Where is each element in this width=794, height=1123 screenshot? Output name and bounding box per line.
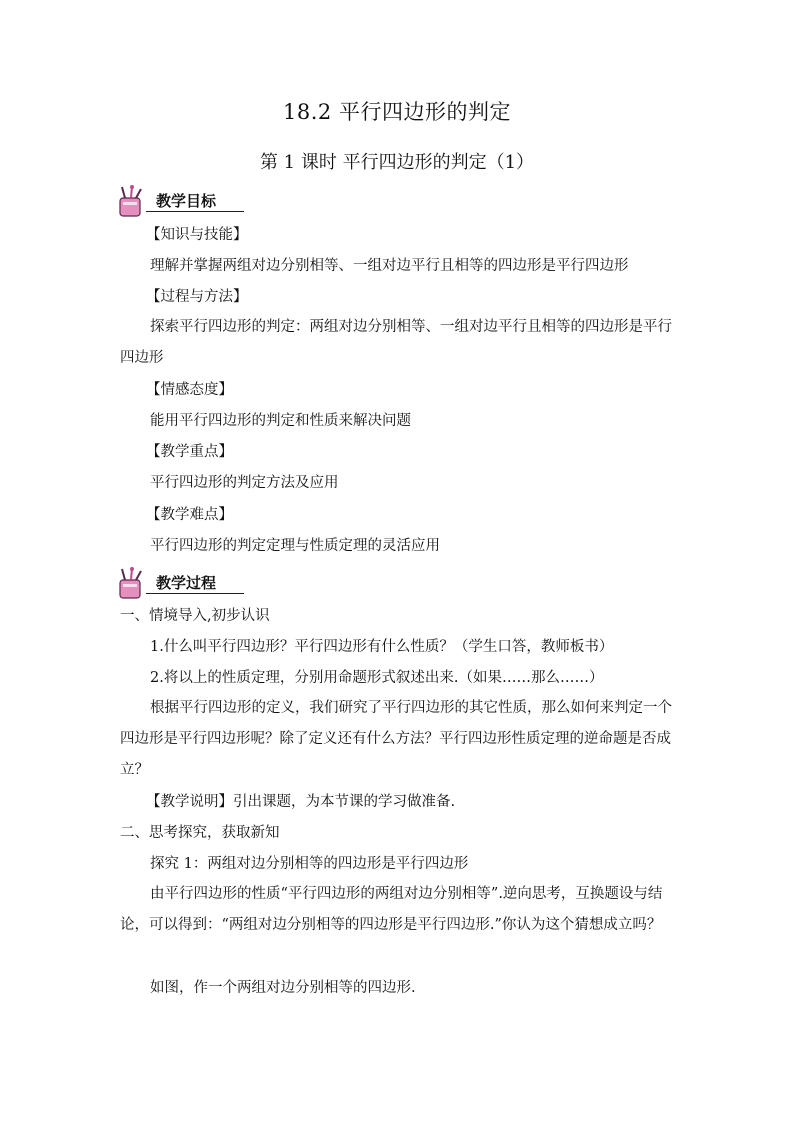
emotion-text: 能用平行四边形的判定和性质来解决问题 [150,413,411,429]
knowledge-heading: 【知识与技能】 [146,227,248,243]
goals-banner-label: 教学目标 [156,192,217,210]
explore-1-heading: 探究 1：两组对边分别相等的四边形是平行四边形 [150,856,469,872]
process-banner-label: 教学过程 [156,574,217,592]
method-text: 探索平行四边形的判定：两组对边分别相等、一组对边平行且相等的四边形是平行四边形 [120,319,672,366]
pencil-cup-icon [114,184,148,218]
section-1-title: 一、情境导入,初步认识 [120,608,270,624]
section-1-question-1: 1.什么叫平行四边形？平行四边形有什么性质？（学生口答，教师板书） [150,639,614,655]
banner-underline [146,593,244,594]
teaching-note: 【教学说明】引出课题，为本节课的学习做准备. [146,794,456,810]
explore-1-paragraph: 由平行四边形的性质“平行四边形的两组对边分别相等”.逆向思考，互换题设与结论，可以得到：“两组对边分别相等的四边形是平行四边形.”你认为这个猜想成立吗？ [120,886,663,933]
section-2-title: 二、思考探究，获取新知 [120,825,280,841]
difficulty-text: 平行四边形的判定定理与性质定理的灵活应用 [150,538,440,554]
knowledge-text: 理解并掌握两组对边分别相等、一组对边平行且相等的四边形是平行四边形 [150,258,629,274]
process-banner [114,566,244,600]
key-heading: 【教学重点】 [146,444,233,460]
banner-underline [146,211,244,212]
difficulty-heading: 【教学难点】 [146,507,233,523]
page-title: 18.2 平行四边形的判定 [283,100,511,124]
method-heading: 【过程与方法】 [146,289,248,305]
key-text: 平行四边形的判定方法及应用 [150,475,339,491]
lesson-subtitle: 第 1 课时 平行四边形的判定（1） [259,152,535,173]
goals-banner [114,184,244,218]
figure-instruction: 如图，作一个两组对边分别相等的四边形. [150,980,416,996]
section-1-paragraph: 根据平行四边形的定义，我们研究了平行四边形的其它性质，那么如何来判定一个四边形是平行四边形呢？除了定义还有什么方法？平行四边形性质定理的逆命题是否成立？ [120,700,672,778]
pencil-cup-icon [114,566,148,600]
emotion-heading: 【情感态度】 [146,382,233,398]
section-1-question-2: 2.将以上的性质定理，分别用命题形式叙述出来.（如果……那么……） [150,670,604,686]
